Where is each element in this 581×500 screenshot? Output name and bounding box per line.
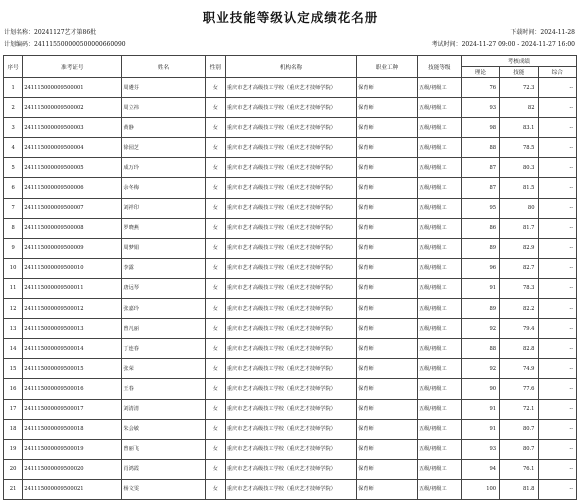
cell-occupation: 保育师 — [357, 118, 418, 138]
cell-name: 张嘉玲 — [122, 299, 205, 319]
cell-level: 五级/初级工 — [417, 299, 461, 319]
exam-time: 考试时间：2024-11-27 09:00 - 2024-11-27 16:00 — [431, 41, 575, 48]
cell-ticket: 241115000009500014 — [23, 339, 122, 359]
cell-overall: -- — [538, 399, 577, 419]
cell-overall: -- — [538, 238, 577, 258]
cell-skill: 80 — [500, 198, 538, 218]
table-row — [4, 278, 577, 298]
cell-name: 肖鸿霞 — [122, 459, 205, 479]
cell-theory: 91 — [461, 399, 499, 419]
table-row — [4, 198, 577, 218]
cell-theory: 88 — [461, 339, 499, 359]
cell-level: 五级/初级工 — [417, 118, 461, 138]
table-row — [4, 479, 577, 499]
cell-overall: -- — [538, 479, 577, 499]
cell-org: 重庆市艺才高级技工学校（重庆艺才技师学院） — [225, 278, 356, 298]
cell-occupation: 保育师 — [357, 178, 418, 198]
cell-occupation: 保育师 — [357, 278, 418, 298]
cell-level: 五级/初级工 — [417, 138, 461, 158]
cell-ticket: 241115000009500021 — [23, 479, 122, 499]
table-row — [4, 138, 577, 158]
cell-skill: 77.6 — [500, 379, 538, 399]
cell-theory: 98 — [461, 118, 499, 138]
cell-skill: 82.9 — [500, 238, 538, 258]
cell-name: 刘清清 — [122, 399, 205, 419]
cell-skill: 82.2 — [500, 299, 538, 319]
cell-occupation: 保育师 — [357, 299, 418, 319]
cell-gender: 女 — [205, 299, 225, 319]
cell-name: 罗晓燕 — [122, 218, 205, 238]
table-row — [4, 339, 577, 359]
cell-level: 五级/初级工 — [417, 419, 461, 439]
cell-ticket: 241115000009500005 — [23, 158, 122, 178]
cell-overall: -- — [538, 278, 577, 298]
cell-ticket: 241115000009500006 — [23, 178, 122, 198]
cell-org: 重庆市艺才高级技工学校（重庆艺才技师学院） — [225, 439, 356, 459]
cell-level: 五级/初级工 — [417, 479, 461, 499]
cell-skill: 79.4 — [500, 319, 538, 339]
header-name: 姓名 — [122, 56, 205, 78]
header-score-group: 考核成绩 — [461, 56, 576, 67]
cell-seq: 21 — [4, 479, 23, 499]
cell-theory: 88 — [461, 138, 499, 158]
cell-ticket: 241115000009500004 — [23, 138, 122, 158]
cell-seq: 16 — [4, 379, 23, 399]
cell-skill: 72.1 — [500, 399, 538, 419]
cell-org: 重庆市艺才高级技工学校（重庆艺才技师学院） — [225, 319, 356, 339]
cell-ticket: 241115000009500007 — [23, 198, 122, 218]
cell-gender: 女 — [205, 379, 225, 399]
cell-seq: 4 — [4, 138, 23, 158]
cell-theory: 100 — [461, 479, 499, 499]
cell-name: 周梦娟 — [122, 238, 205, 258]
cell-theory: 92 — [461, 319, 499, 339]
table-row — [4, 399, 577, 419]
cell-gender: 女 — [205, 178, 225, 198]
cell-gender: 女 — [205, 459, 225, 479]
cell-org: 重庆市艺才高级技工学校（重庆艺才技师学院） — [225, 158, 356, 178]
cell-name: 曾凡丽 — [122, 319, 205, 339]
cell-overall: -- — [538, 419, 577, 439]
table-row — [4, 218, 577, 238]
cell-level: 五级/初级工 — [417, 198, 461, 218]
cell-gender: 女 — [205, 198, 225, 218]
cell-skill: 78.5 — [500, 138, 538, 158]
cell-occupation: 保育师 — [357, 319, 418, 339]
cell-overall: -- — [538, 258, 577, 278]
cell-name: 周遴芬 — [122, 78, 205, 98]
cell-theory: 86 — [461, 218, 499, 238]
table-row — [4, 158, 577, 178]
table-row — [4, 299, 577, 319]
cell-overall: -- — [538, 158, 577, 178]
cell-overall: -- — [538, 299, 577, 319]
cell-ticket: 241115000009500017 — [23, 399, 122, 419]
cell-name: 周立祎 — [122, 98, 205, 118]
cell-org: 重庆市艺才高级技工学校（重庆艺才技师学院） — [225, 218, 356, 238]
cell-name: 唐远琴 — [122, 278, 205, 298]
cell-occupation: 保育师 — [357, 479, 418, 499]
cell-level: 五级/初级工 — [417, 78, 461, 98]
cell-occupation: 保育师 — [357, 198, 418, 218]
cell-name: 曾丽飞 — [122, 439, 205, 459]
cell-skill: 78.3 — [500, 278, 538, 298]
table-row — [4, 238, 577, 258]
cell-org: 重庆市艺才高级技工学校（重庆艺才技师学院） — [225, 379, 356, 399]
cell-name: 余冬梅 — [122, 178, 205, 198]
cell-gender: 女 — [205, 278, 225, 298]
cell-overall: -- — [538, 319, 577, 339]
cell-level: 五级/初级工 — [417, 178, 461, 198]
cell-name: 张荣 — [122, 359, 205, 379]
cell-org: 重庆市艺才高级技工学校（重庆艺才技师学院） — [225, 118, 356, 138]
cell-org: 重庆市艺才高级技工学校（重庆艺才技师学院） — [225, 359, 356, 379]
header-seq: 序号 — [4, 56, 23, 78]
cell-ticket: 241115000009500010 — [23, 258, 122, 278]
header-ticket: 准考证号 — [23, 56, 122, 78]
score-roster-table — [3, 55, 577, 500]
cell-seq: 18 — [4, 419, 23, 439]
cell-org: 重庆市艺才高级技工学校（重庆艺才技师学院） — [225, 138, 356, 158]
cell-skill: 81.7 — [500, 218, 538, 238]
cell-skill: 80.7 — [500, 419, 538, 439]
cell-level: 五级/初级工 — [417, 158, 461, 178]
cell-seq: 13 — [4, 319, 23, 339]
cell-level: 五级/初级工 — [417, 218, 461, 238]
cell-occupation: 保育师 — [357, 238, 418, 258]
cell-overall: -- — [538, 138, 577, 158]
cell-theory: 93 — [461, 98, 499, 118]
cell-skill: 82.7 — [500, 258, 538, 278]
cell-ticket: 241115000009500008 — [23, 218, 122, 238]
cell-overall: -- — [538, 439, 577, 459]
cell-level: 五级/初级工 — [417, 359, 461, 379]
table-row — [4, 319, 577, 339]
cell-occupation: 保育师 — [357, 399, 418, 419]
cell-gender: 女 — [205, 238, 225, 258]
cell-skill: 80.7 — [500, 439, 538, 459]
cell-occupation: 保育师 — [357, 218, 418, 238]
cell-level: 五级/初级工 — [417, 278, 461, 298]
cell-gender: 女 — [205, 339, 225, 359]
cell-seq: 11 — [4, 278, 23, 298]
cell-ticket: 241115000009500020 — [23, 459, 122, 479]
cell-org: 重庆市艺才高级技工学校（重庆艺才技师学院） — [225, 258, 356, 278]
cell-level: 五级/初级工 — [417, 319, 461, 339]
cell-ticket: 241115000009500013 — [23, 319, 122, 339]
cell-org: 重庆市艺才高级技工学校（重庆艺才技师学院） — [225, 98, 356, 118]
cell-ticket: 241115000009500018 — [23, 419, 122, 439]
cell-occupation: 保育师 — [357, 379, 418, 399]
cell-gender: 女 — [205, 258, 225, 278]
table-row — [4, 98, 577, 118]
cell-ticket: 241115000009500009 — [23, 238, 122, 258]
cell-ticket: 241115000009500011 — [23, 278, 122, 298]
cell-occupation: 保育师 — [357, 258, 418, 278]
plan-name: 计划名称：20241127艺才第86批 — [4, 29, 97, 36]
cell-seq: 5 — [4, 158, 23, 178]
cell-seq: 2 — [4, 98, 23, 118]
cell-org: 重庆市艺才高级技工学校（重庆艺才技师学院） — [225, 78, 356, 98]
cell-ticket: 241115000009500003 — [23, 118, 122, 138]
header-overall: 综合 — [538, 67, 577, 78]
cell-theory: 87 — [461, 178, 499, 198]
cell-skill: 83.1 — [500, 118, 538, 138]
table-row — [4, 359, 577, 379]
cell-org: 重庆市艺才高级技工学校（重庆艺才技师学院） — [225, 459, 356, 479]
cell-name: 刘祥印 — [122, 198, 205, 218]
cell-ticket: 241115000009500001 — [23, 78, 122, 98]
cell-gender: 女 — [205, 359, 225, 379]
cell-seq: 3 — [4, 118, 23, 138]
cell-level: 五级/初级工 — [417, 238, 461, 258]
cell-theory: 89 — [461, 299, 499, 319]
cell-org: 重庆市艺才高级技工学校（重庆艺才技师学院） — [225, 299, 356, 319]
cell-ticket: 241115000009500019 — [23, 439, 122, 459]
cell-gender: 女 — [205, 218, 225, 238]
cell-skill: 82.8 — [500, 339, 538, 359]
cell-overall: -- — [538, 118, 577, 138]
header-org: 机构名称 — [225, 56, 356, 78]
header-level: 技能等级 — [417, 56, 461, 78]
cell-occupation: 保育师 — [357, 459, 418, 479]
cell-seq: 7 — [4, 198, 23, 218]
cell-theory: 95 — [461, 198, 499, 218]
cell-occupation: 保育师 — [357, 138, 418, 158]
cell-name: 朱会敏 — [122, 419, 205, 439]
cell-overall: -- — [538, 198, 577, 218]
cell-overall: -- — [538, 218, 577, 238]
cell-name: 成万玲 — [122, 158, 205, 178]
header-gender: 性别 — [205, 56, 225, 78]
cell-gender: 女 — [205, 98, 225, 118]
cell-theory: 93 — [461, 439, 499, 459]
cell-seq: 8 — [4, 218, 23, 238]
cell-seq: 15 — [4, 359, 23, 379]
cell-gender: 女 — [205, 118, 225, 138]
cell-seq: 1 — [4, 78, 23, 98]
header-occupation: 职业工种 — [357, 56, 418, 78]
cell-occupation: 保育师 — [357, 439, 418, 459]
cell-skill: 76.1 — [500, 459, 538, 479]
table-row — [4, 439, 577, 459]
cell-level: 五级/初级工 — [417, 339, 461, 359]
roster-body — [4, 78, 577, 500]
cell-seq: 6 — [4, 178, 23, 198]
cell-skill: 80.3 — [500, 158, 538, 178]
cell-name: 徐园芝 — [122, 138, 205, 158]
cell-overall: -- — [538, 339, 577, 359]
cell-ticket: 241115000009500002 — [23, 98, 122, 118]
cell-theory: 91 — [461, 278, 499, 298]
cell-theory: 90 — [461, 379, 499, 399]
table-row — [4, 118, 577, 138]
download-time: 下载时间：2024-11-28 — [510, 29, 575, 36]
cell-level: 五级/初级工 — [417, 98, 461, 118]
cell-overall: -- — [538, 178, 577, 198]
cell-org: 重庆市艺才高级技工学校（重庆艺才技师学院） — [225, 238, 356, 258]
cell-ticket: 241115000009500012 — [23, 299, 122, 319]
header-row — [4, 56, 577, 67]
document-title: 职业技能等级认定成绩花名册 — [202, 10, 379, 25]
cell-occupation: 保育师 — [357, 158, 418, 178]
cell-level: 五级/初级工 — [417, 258, 461, 278]
cell-occupation: 保育师 — [357, 78, 418, 98]
cell-theory: 91 — [461, 419, 499, 439]
cell-name: 李露 — [122, 258, 205, 278]
cell-overall: -- — [538, 379, 577, 399]
cell-gender: 女 — [205, 399, 225, 419]
cell-org: 重庆市艺才高级技工学校（重庆艺才技师学院） — [225, 399, 356, 419]
table-row — [4, 419, 577, 439]
cell-org: 重庆市艺才高级技工学校（重庆艺才技师学院） — [225, 419, 356, 439]
cell-seq: 14 — [4, 339, 23, 359]
cell-skill: 81.5 — [500, 178, 538, 198]
cell-name: 丁连春 — [122, 339, 205, 359]
cell-skill: 74.9 — [500, 359, 538, 379]
table-row — [4, 459, 577, 479]
cell-overall: -- — [538, 359, 577, 379]
cell-seq: 10 — [4, 258, 23, 278]
cell-occupation: 保育师 — [357, 419, 418, 439]
cell-occupation: 保育师 — [357, 98, 418, 118]
cell-org: 重庆市艺才高级技工学校（重庆艺才技师学院） — [225, 198, 356, 218]
cell-theory: 87 — [461, 158, 499, 178]
cell-level: 五级/初级工 — [417, 399, 461, 419]
cell-level: 五级/初级工 — [417, 439, 461, 459]
cell-seq: 17 — [4, 399, 23, 419]
cell-gender: 女 — [205, 319, 225, 339]
header-skill: 技能 — [500, 67, 538, 78]
cell-gender: 女 — [205, 479, 225, 499]
cell-occupation: 保育师 — [357, 359, 418, 379]
cell-gender: 女 — [205, 78, 225, 98]
cell-skill: 82 — [500, 98, 538, 118]
cell-name: 黄静 — [122, 118, 205, 138]
cell-org: 重庆市艺才高级技工学校（重庆艺才技师学院） — [225, 479, 356, 499]
cell-theory: 76 — [461, 78, 499, 98]
cell-gender: 女 — [205, 158, 225, 178]
cell-gender: 女 — [205, 439, 225, 459]
cell-name: 杨文雯 — [122, 479, 205, 499]
table-row — [4, 379, 577, 399]
cell-occupation: 保育师 — [357, 339, 418, 359]
table-row — [4, 258, 577, 278]
table-row — [4, 78, 577, 98]
plan-code: 计划编码：241115500000500000660090 — [4, 41, 126, 48]
cell-level: 五级/初级工 — [417, 379, 461, 399]
cell-theory: 92 — [461, 359, 499, 379]
cell-gender: 女 — [205, 419, 225, 439]
cell-theory: 89 — [461, 238, 499, 258]
table-row — [4, 178, 577, 198]
cell-overall: -- — [538, 98, 577, 118]
cell-seq: 12 — [4, 299, 23, 319]
cell-gender: 女 — [205, 138, 225, 158]
cell-seq: 19 — [4, 439, 23, 459]
cell-ticket: 241115000009500015 — [23, 359, 122, 379]
cell-theory: 96 — [461, 258, 499, 278]
cell-seq: 20 — [4, 459, 23, 479]
header-theory: 理论 — [461, 67, 499, 78]
cell-org: 重庆市艺才高级技工学校（重庆艺才技师学院） — [225, 178, 356, 198]
cell-skill: 72.3 — [500, 78, 538, 98]
cell-theory: 94 — [461, 459, 499, 479]
cell-seq: 9 — [4, 238, 23, 258]
cell-overall: -- — [538, 78, 577, 98]
cell-skill: 81.8 — [500, 479, 538, 499]
cell-org: 重庆市艺才高级技工学校（重庆艺才技师学院） — [225, 339, 356, 359]
cell-overall: -- — [538, 459, 577, 479]
cell-level: 五级/初级工 — [417, 459, 461, 479]
cell-ticket: 241115000009500016 — [23, 379, 122, 399]
cell-name: 王春 — [122, 379, 205, 399]
